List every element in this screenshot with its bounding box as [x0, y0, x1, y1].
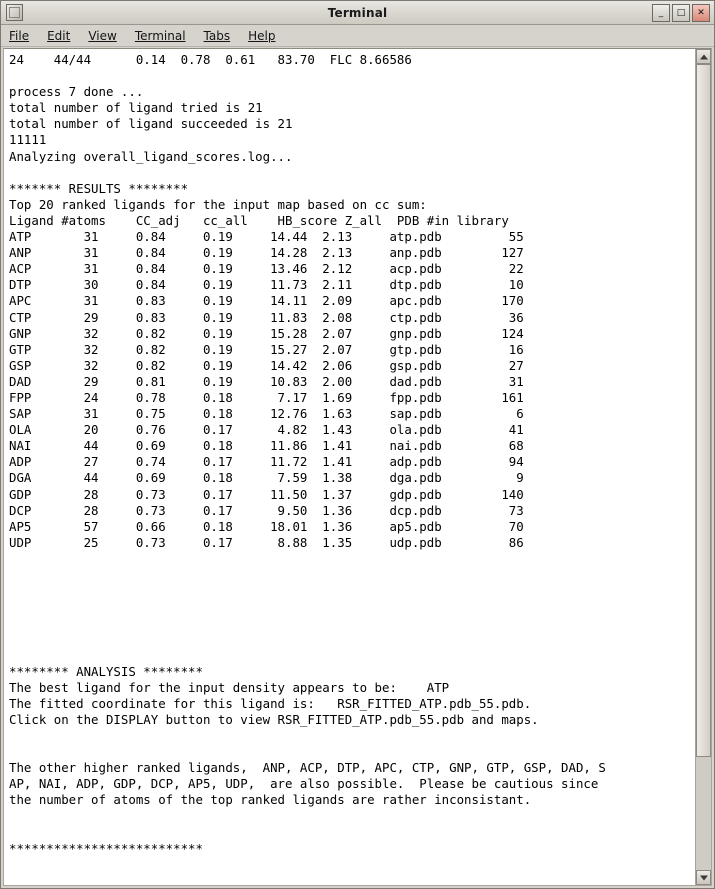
terminal-icon [6, 4, 23, 21]
menu-edit-label: Edit [47, 28, 71, 43]
scroll-down-arrow-icon [700, 875, 708, 880]
menu-edit[interactable] [45, 28, 72, 44]
window-controls [652, 4, 711, 22]
maximize-button[interactable] [672, 4, 690, 22]
scrollbar-track[interactable] [696, 64, 711, 870]
menu-terminal[interactable] [133, 28, 188, 44]
menu-tabs-label: Tabs [203, 28, 231, 43]
menu-help-label: Help [248, 28, 276, 43]
menu-bar [1, 25, 714, 47]
terminal-area [3, 48, 712, 886]
scroll-up-arrow-icon [700, 54, 708, 59]
menu-file-label: File [9, 28, 30, 43]
terminal-output[interactable]: 24 44/44 0.14 0.78 0.61 83.70 FLC 8.66586 process 7 done ... total number of ligand tried is 21 total number of ligand succeeded is 21 11111 Analyzing overall_ligand_scores.log... ******* RESULTS ******** Top 20 ranked ligands for the input map based on cc sum: Ligand #atoms CC_adj cc_all HB_score Z_all PDB #in library ATP 31 0.84 0.19 14.44 2.13 atp.pdb 55 ANP 31 0.84 0.19 14.28 2.13 anp.pdb 127 ACP 31 0.84 0.19 13.46 2.12 acp.pdb 22 DTP 30 0.84 0.19 11.73 2.11 dtp.pdb 10 APC 31 0.83 0.19 14.11 2.09 apc.pdb 170 CTP 29 0.83 0.19 11.83 2.08 ctp.pdb 36 GNP 32 0.82 0.19 15.28 2.07 gnp.pdb 124 GTP 32 0.82 0.19 15.27 2.07 gtp.pdb 16 GSP 32 0.82 0.19 14.42 2.06 gsp.pdb 27 DAD 29 0.81 0.19 10.83 2.00 dad.pdb 31 FPP 24 0.78 0.18 7.17 1.69 fpp.pdb 161 SAP 31 0.75 0.18 12.76 1.63 sap.pdb 6 OLA 20 0.76 0.17 4.82 1.43 ola.pdb 41 NAI 44 0.69 0.18 11.86 1.41 nai.pdb 68 ADP 27 0.74 0.17 11.72 1.41 adp.pdb 94 DGA 44 0.69 0.18 7.59 1.38 dga.pdb 9 GDP 28 0.73 0.17 11.50 1.37 gdp.pdb 140 DCP 28 0.73 0.17 9.50 1.36 dcp.pdb 73 AP5 57 0.66 0.18 18.01 1.36 ap5.pdb 70 UDP 25 0.73 0.17 8.88 1.35 udp.pdb 86 ******** ANALYSIS ******** The best ligand for the input density appears to be: ATP The fitted coordinate for this ligand is: RSR_FITTED_ATP.pdb_55.pdb. Click on the DISPLAY button to view RSR_FITTED_ATP.pdb_55.pdb and maps. The other higher ranked ligands, ANP, ACP, DTP, APC, CTP, GNP, GTP, GSP, DAD, S AP, NAI, ADP, GDP, DCP, AP5, UDP, are also possible. Please be cautious since the number of atoms of the top ranked ligands are rather inconsistant. ************************** [4, 49, 695, 885]
minimize-icon: _ [658, 7, 664, 18]
close-button[interactable] [692, 4, 710, 22]
close-icon: ✕ [697, 7, 705, 18]
minimize-button[interactable] [652, 4, 670, 22]
scrollbar-thumb[interactable] [696, 64, 711, 757]
menu-terminal-label: Terminal [134, 28, 186, 43]
menu-help[interactable] [246, 28, 277, 44]
menu-view-label: View [88, 28, 117, 43]
scroll-down-button[interactable] [696, 870, 711, 885]
title-bar[interactable] [1, 1, 714, 25]
menu-tabs[interactable] [202, 28, 233, 44]
menu-file[interactable] [7, 28, 31, 44]
window-title: Terminal [327, 5, 388, 20]
scroll-up-button[interactable] [696, 49, 711, 64]
menu-view[interactable] [86, 28, 118, 44]
maximize-icon: □ [676, 7, 686, 18]
vertical-scrollbar[interactable] [695, 49, 711, 885]
